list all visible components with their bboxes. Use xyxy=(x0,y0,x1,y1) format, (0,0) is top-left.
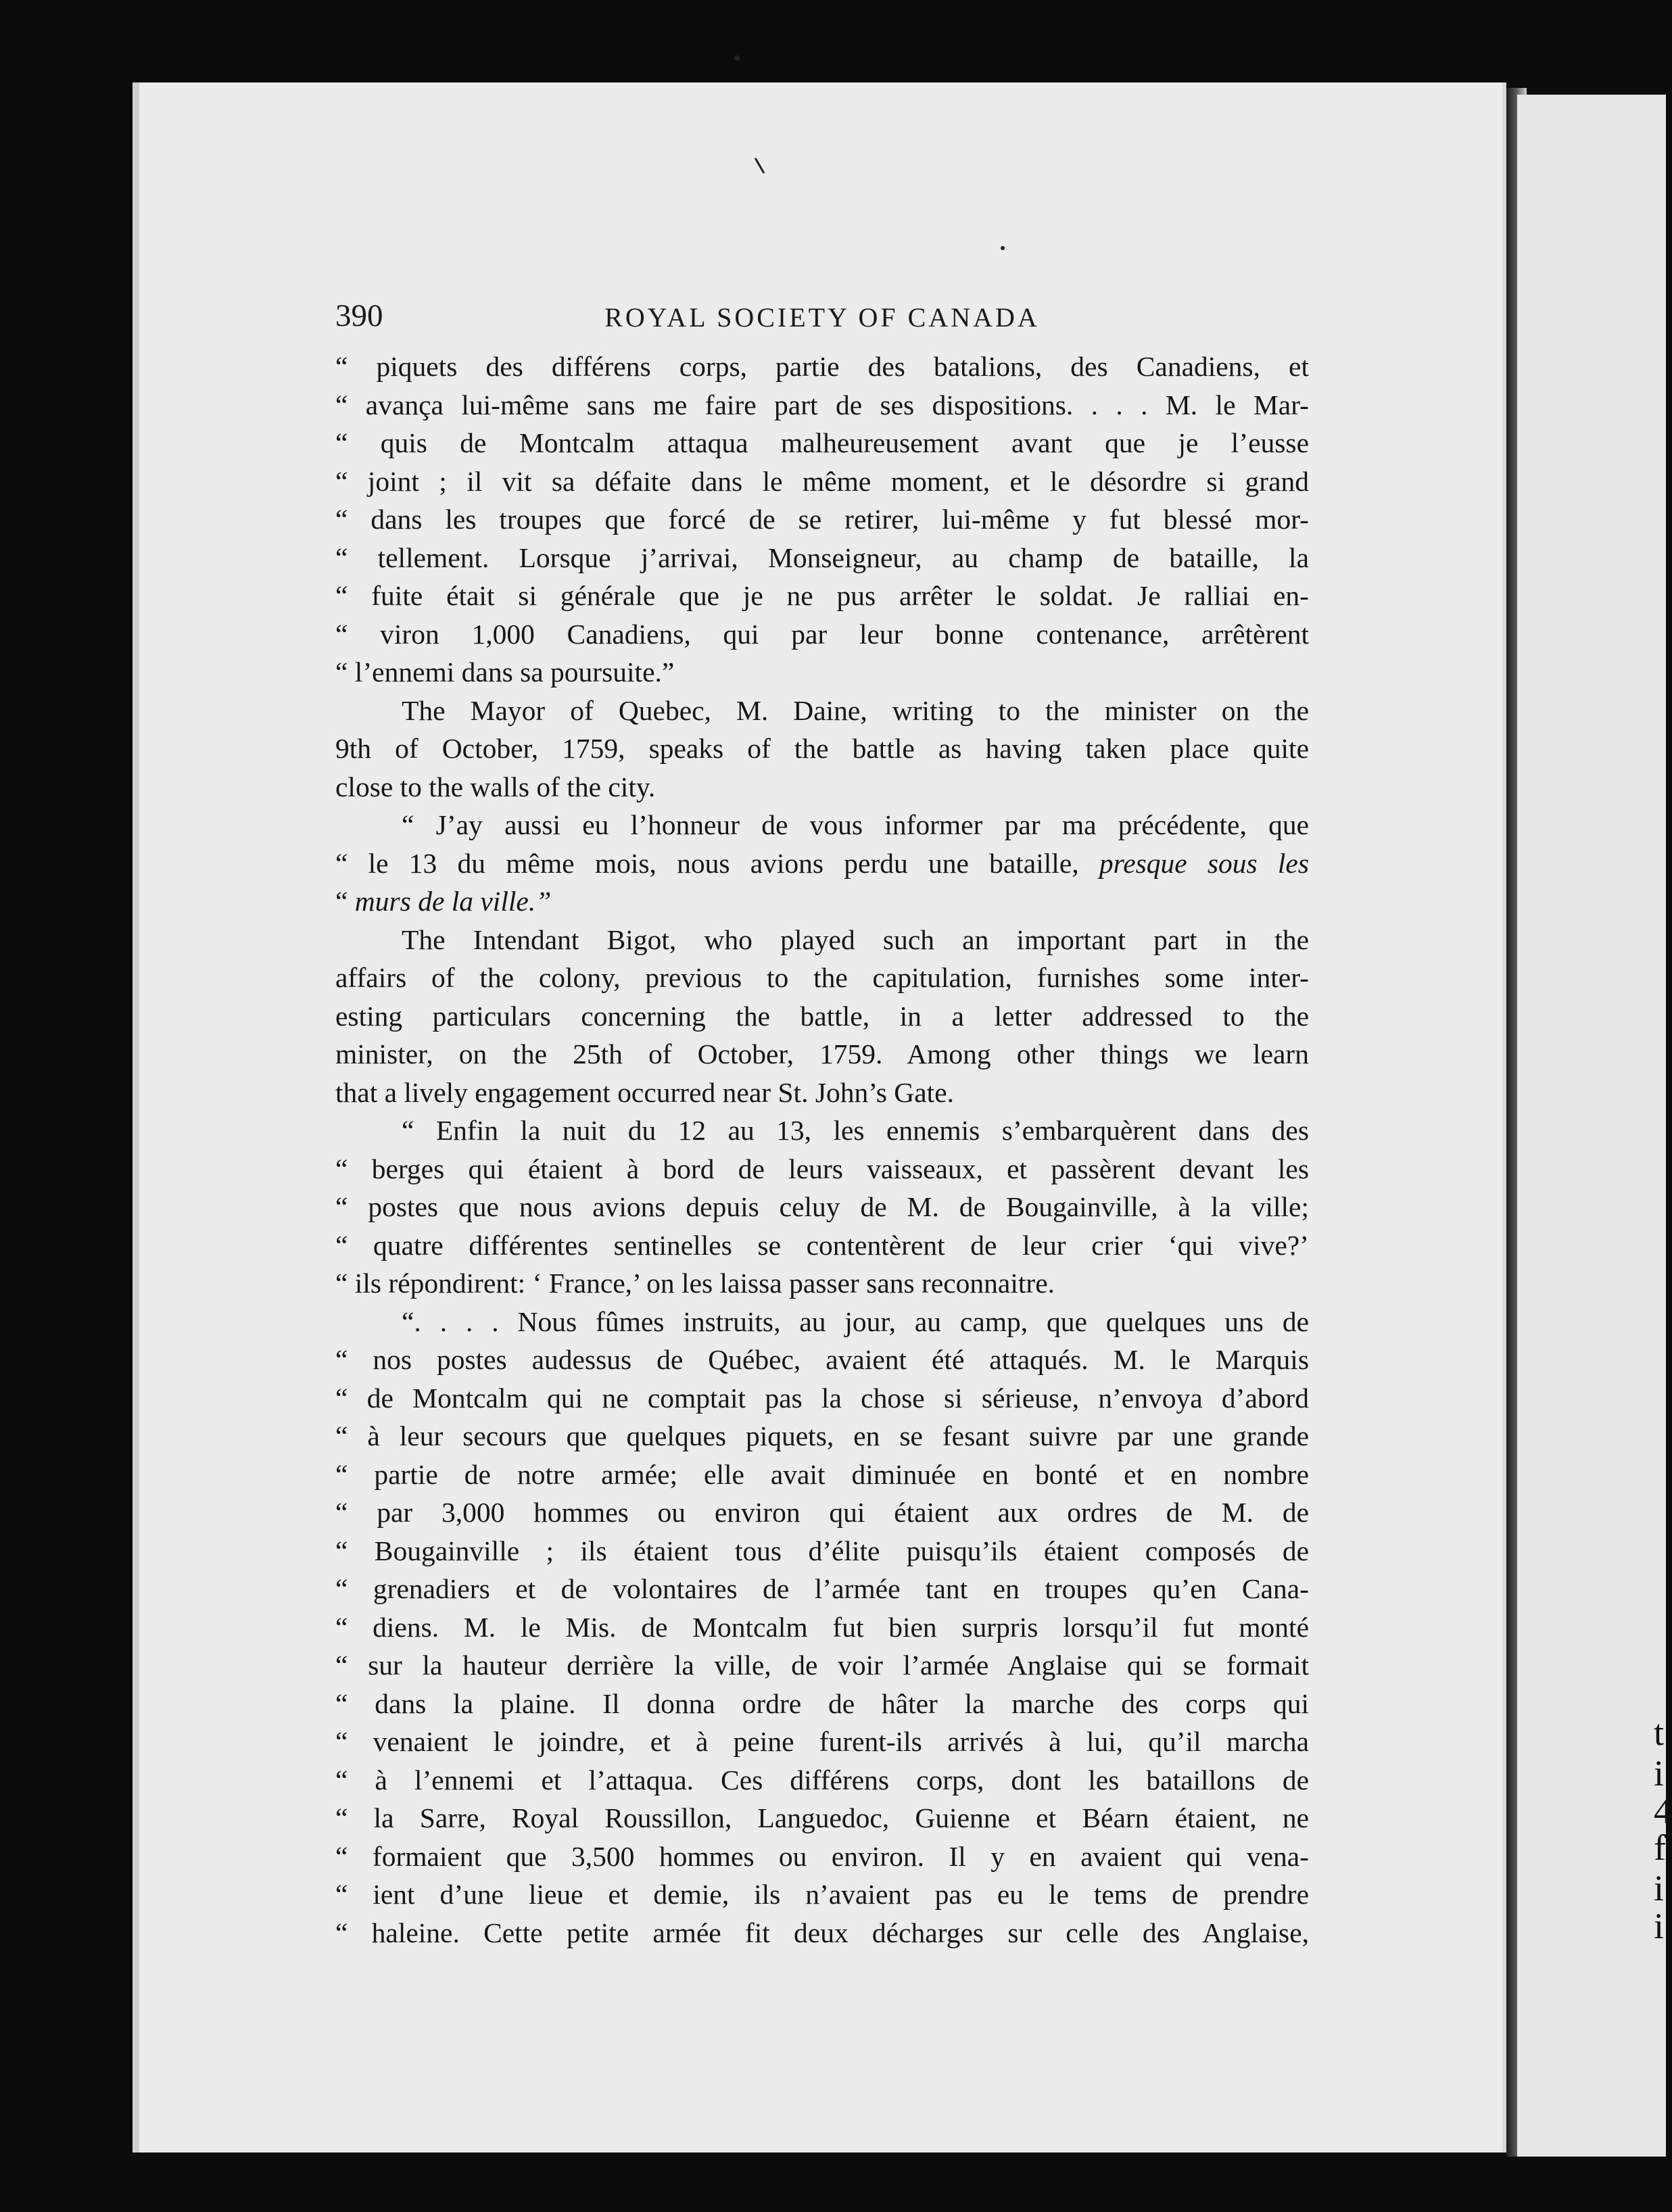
text-line: close to the walls of the city. xyxy=(335,771,656,802)
text-line: “ formaient que 3,500 hommes ou environ. Il y en avaient qui vena- xyxy=(335,1840,1309,1872)
text-line: that a lively engagement occurred near St. John’s Gate. xyxy=(335,1076,954,1108)
facing-page-fragment: i xyxy=(1654,1906,1665,1946)
text-line: “ venaient le joindre, et à peine furent-ils arrivés à lui, qu’il marcha xyxy=(335,1726,1309,1757)
text-line: “ berges qui étaient à bord de leurs vaisseaux, et passèrent devant les xyxy=(335,1153,1309,1184)
italic-segment: murs de la ville.” xyxy=(354,886,552,917)
text-line: “ quis de Montcalm attaqua malheureusement avant que je l’eusse xyxy=(335,427,1309,458)
body-text xyxy=(335,347,1309,1952)
text-line: “ grenadiers et de volontaires de l’armée tant en troupes qu’en Cana- xyxy=(335,1573,1309,1604)
facing-page xyxy=(1517,95,1666,2157)
text-line: “ tellement. Lorsque j’arrivai, Monseigneur, au champ de bataille, la xyxy=(335,542,1309,573)
text-line: “ J’ay aussi eu l’honneur de vous informer par ma précédente, que xyxy=(402,809,1309,840)
facing-page-fragment: f xyxy=(1654,1827,1666,1868)
text-line: “ ient d’une lieue et demie, ils n’avaient pas eu le tems de prendre xyxy=(335,1879,1309,1910)
text-line: “ viron 1,000 Canadiens, qui par leur bonne contenance, arrêtèrent xyxy=(335,618,1309,650)
text-line: “ partie de notre armée; elle avait diminuée en bonté et en nombre xyxy=(335,1458,1309,1490)
facing-page-fragment: 4 xyxy=(1654,1791,1672,1831)
text-line: “ fuite était si générale que je ne pus arrêter le soldat. Je ralliai en- xyxy=(335,580,1309,611)
header-title: ROYAL SOCIETY OF CANADA xyxy=(604,302,1040,333)
facing-page-fragment: i xyxy=(1654,1753,1665,1794)
italic-segment: presque sous les xyxy=(1099,847,1309,879)
text-line: “ ils répondirent: ‘ France,’ on les laissa passer sans reconnaitre. xyxy=(335,1268,1055,1299)
text-line: “ par 3,000 hommes ou environ qui étaient aux ordres de M. de xyxy=(335,1497,1309,1528)
text-line: “. . . . Nous fûmes instruits, au jour, au camp, que quelques uns de xyxy=(402,1305,1309,1337)
text-line: “ haleine. Cette petite armée fit deux décharges sur celle des Anglaise, xyxy=(335,1917,1309,1948)
text-line: The Intendant Bigot, who played such an important part in the xyxy=(402,923,1309,955)
text-line: “ postes que nous avions depuis celuy de M. de Bougainville, à la ville; xyxy=(335,1191,1309,1222)
text-line: “ dans la plaine. Il donna ordre de hâter la marche des corps qui xyxy=(335,1687,1309,1719)
text-line: “ la Sarre, Royal Roussillon, Languedoc, Guienne et Béarn étaient, ne xyxy=(335,1802,1309,1833)
text-line: esting particulars concerning the battle, in a letter addressed to the xyxy=(335,1000,1309,1032)
text-line: “ piquets des différens corps, partie des batalions, des Canadiens, et xyxy=(335,351,1309,382)
text-line-with-italic xyxy=(335,882,1309,921)
text-line: “ Enfin la nuit du 12 au 13, les ennemis s’embarquèrent dans des xyxy=(402,1115,1309,1146)
text-line: “ avança lui-même sans me faire part de ses dispositions. . . . M. le Mar- xyxy=(335,389,1309,420)
text-line: affairs of the colony, previous to the capitulation, furnishes some inter- xyxy=(335,962,1309,993)
running-head xyxy=(335,297,1309,341)
text-segment: “ xyxy=(335,886,355,917)
text-line: “ à leur secours que quelques piquets, en se fesant suivre par une grande xyxy=(335,1420,1309,1451)
text-line-with-italic xyxy=(335,844,1309,883)
text-line: “ Bougainville ; ils étaient tous d’élite puisqu’ils étaient composés de xyxy=(335,1535,1309,1566)
facing-page-fragment: t xyxy=(1654,1712,1665,1753)
page-number: 390 xyxy=(335,298,383,333)
text-line: “ sur la hauteur derrière la ville, de voir l’armée Anglaise qui se formait xyxy=(335,1650,1309,1681)
text-line: “ de Montcalm qui ne comptait pas la chose si sérieuse, n’envoya d’abord xyxy=(335,1382,1309,1414)
text-line: The Mayor of Quebec, M. Daine, writing to the minister on the xyxy=(402,694,1309,726)
text-line: “ quatre différentes sentinelles se contentèrent de leur crier ‘qui vive?’ xyxy=(335,1229,1309,1261)
text-line: “ l’ennemi dans sa poursuite.” xyxy=(335,656,675,688)
scan-speck xyxy=(734,55,740,61)
text-line: “ nos postes audessus de Québec, avaient été attaqués. M. le Marquis xyxy=(335,1344,1309,1375)
facing-page-fragment: i xyxy=(1654,1868,1665,1908)
text-line: “ à l’ennemi et l’attaqua. Ces différens corps, dont les bataillons de xyxy=(335,1764,1309,1796)
text-segment: “ le 13 du même mois, nous avions perdu une bataille, xyxy=(335,847,1099,879)
text-line: “ dans les troupes que forcé de se retirer, lui-même y fut blessé mor- xyxy=(335,504,1309,535)
scan-speck xyxy=(1001,246,1005,250)
text-line: “ diens. M. le Mis. de Montcalm fut bien surpris lorsqu’il fut monté xyxy=(335,1611,1309,1643)
text-line: 9th of October, 1759, speaks of the battle as having taken place quite xyxy=(335,733,1309,764)
text-line: “ joint ; il vit sa défaite dans le même moment, et le désordre si grand xyxy=(335,465,1309,497)
text-line: minister, on the 25th of October, 1759. Among other things we learn xyxy=(335,1038,1309,1069)
